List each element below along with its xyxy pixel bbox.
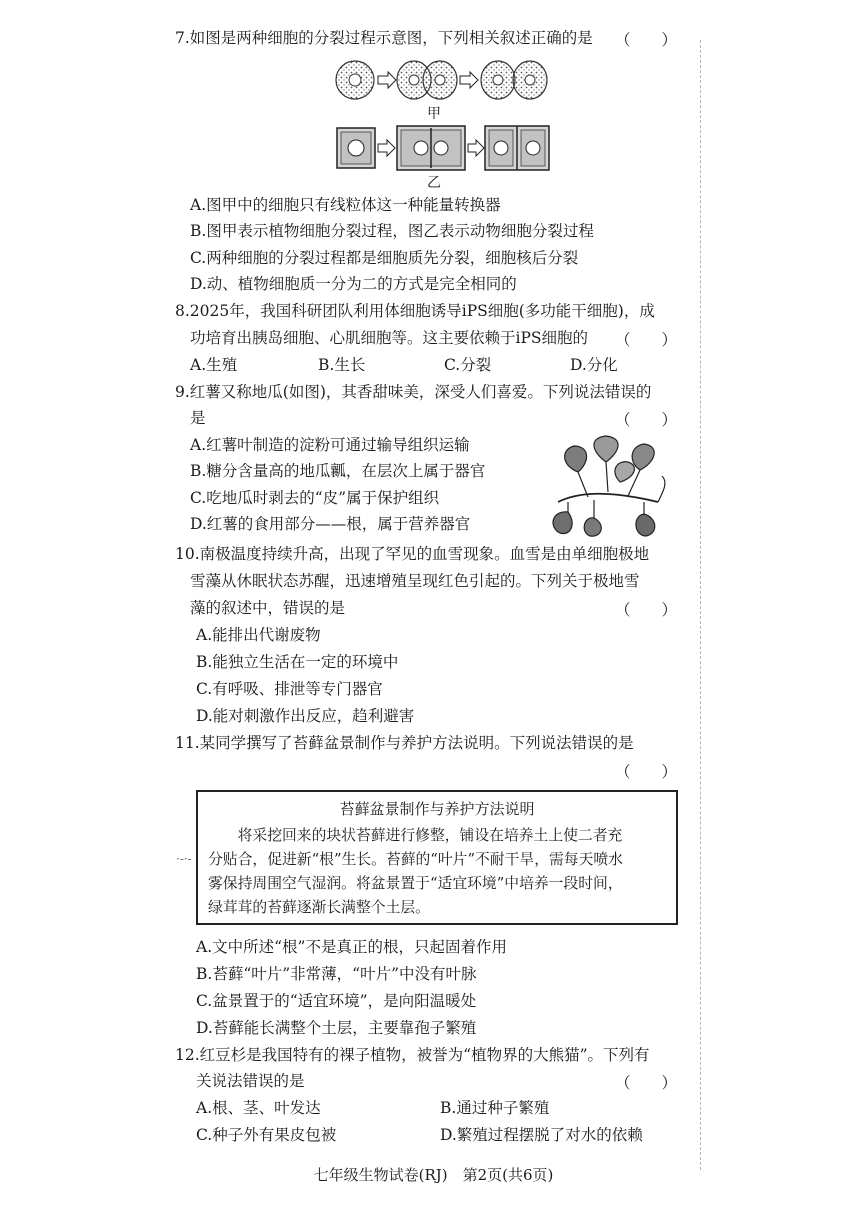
moss-instructions-line-4: 绿茸茸的苔藓逐渐长满整个土层。 [208, 899, 430, 916]
q9-option-b: B.糖分含量高的地瓜瓤，在层次上属于器官 [190, 462, 486, 480]
q7-stem: 7.如图是两种细胞的分裂过程示意图，下列相关叙述正确的是 [175, 29, 593, 47]
q7-option-d: D.动、植物细胞质一分为二的方式是完全相同的 [190, 275, 517, 293]
q10-option-b: B.能独立生活在一定的环境中 [196, 653, 399, 671]
q9-option-a: A.红薯叶制造的淀粉可通过输导组织运输 [190, 436, 470, 454]
moss-instructions-line-2: 分贴合，促进新“根”生长。苔藓的“叶片”不耐干旱，需每天喷水 [208, 851, 623, 868]
sweet-potato-plant-illustration [548, 432, 670, 540]
q8-stem-line-2: 功培育出胰岛细胞、心肌细胞等。这主要依赖于iPS细胞的 [190, 329, 589, 347]
q8-option-a: A.生殖 [190, 356, 238, 374]
q10-option-c: C.有呼吸、排泄等专门器官 [196, 680, 383, 698]
q7-option-b: B.图甲表示植物细胞分裂过程，图乙表示动物细胞分裂过程 [190, 222, 594, 240]
q9-option-c: C.吃地瓜时剥去的“皮”属于保护组织 [190, 489, 440, 507]
q11-answer-paren: （ ） [615, 763, 678, 781]
q7-figure-animal-cells [330, 56, 550, 104]
q9-stem-line-1: 9.红薯又称地瓜(如图)，其香甜味美，深受人们喜爱。下列说法错误的 [175, 383, 652, 401]
q11-option-d: D.苔藓能长满整个土层，主要靠孢子繁殖 [196, 1019, 477, 1037]
q7-answer-paren: （ ） [615, 31, 678, 49]
q11-option-b: B.苔藓“叶片”非常薄，“叶片”中没有叶脉 [196, 965, 477, 983]
q9-answer-paren: （ ） [615, 411, 678, 429]
q10-stem-line-2: 雪藻从休眠状态苏醒，迅速增殖呈现红色引起的。下列关于极地雪 [190, 572, 640, 590]
q12-option-b: B.通过种子繁殖 [440, 1099, 550, 1117]
q10-stem-line-3: 藻的叙述中，错误的是 [190, 599, 346, 617]
q11-option-c: C.盆景置于的“适宜环境”，是向阳温暖处 [196, 992, 477, 1010]
scan-mark: ·-·- [176, 852, 192, 866]
moss-instructions-title: 苔藓盆景制作与养护方法说明 [339, 800, 535, 818]
q9-stem-line-2: 是 [190, 409, 206, 427]
page-footer: 七年级生物试卷(RJ) 第2页(共6页) [313, 1166, 554, 1184]
q8-option-c: C.分裂 [444, 356, 492, 374]
moss-instructions-line-1: 将采挖回来的块状苔藓进行修整，铺设在培养土上使二者充 [208, 827, 623, 844]
q12-option-d: D.繁殖过程摆脱了对水的依赖 [440, 1126, 643, 1144]
q9-option-d: D.红薯的食用部分——根，属于营养器官 [190, 515, 471, 533]
q10-option-d: D.能对刺激作出反应，趋利避害 [196, 707, 415, 725]
q8-stem-line-1: 8.2025年，我国科研团队利用体细胞诱导iPS细胞(多功能干细胞)，成 [175, 302, 655, 320]
q7-option-a: A.图甲中的细胞只有线粒体这一种能量转换器 [190, 196, 501, 214]
q10-stem-line-1: 10.南极温度持续升高，出现了罕见的血雪现象。血雪是由单细胞极地 [175, 545, 650, 563]
page-edge-divider [700, 40, 701, 1170]
q12-stem-line-1: 12.红豆杉是我国特有的裸子植物，被誉为“植物界的大熊猫”。下列有 [175, 1046, 650, 1064]
moss-instructions-line-3: 雾保持周围空气湿润。将盆景置于“适宜环境”中培养一段时间， [208, 875, 623, 892]
q12-answer-paren: （ ） [615, 1074, 678, 1092]
q7-option-c: C.两种细胞的分裂过程都是细胞质先分裂，细胞核后分裂 [190, 249, 579, 267]
q12-option-c: C.种子外有果皮包被 [196, 1126, 337, 1144]
q10-option-a: A.能排出代谢废物 [196, 626, 321, 644]
q10-answer-paren: （ ） [615, 601, 678, 619]
q8-option-b: B.生长 [318, 356, 366, 374]
q12-option-a: A.根、茎、叶发达 [196, 1099, 321, 1117]
q11-stem: 11.某同学撰写了苔藓盆景制作与养护方法说明。下列说法错误的是 [175, 734, 634, 752]
q8-option-d: D.分化 [570, 356, 618, 374]
q7-figure-plant-cells [335, 124, 550, 172]
q12-stem-line-2: 关说法错误的是 [196, 1072, 305, 1090]
q7-figure-label-a: 甲 [427, 106, 441, 122]
moss-instructions-box [196, 790, 678, 925]
q11-option-a: A.文中所述“根”不是真正的根，只起固着作用 [196, 938, 507, 956]
q7-figure-label-b: 乙 [427, 175, 441, 191]
q8-answer-paren: （ ） [615, 331, 678, 349]
